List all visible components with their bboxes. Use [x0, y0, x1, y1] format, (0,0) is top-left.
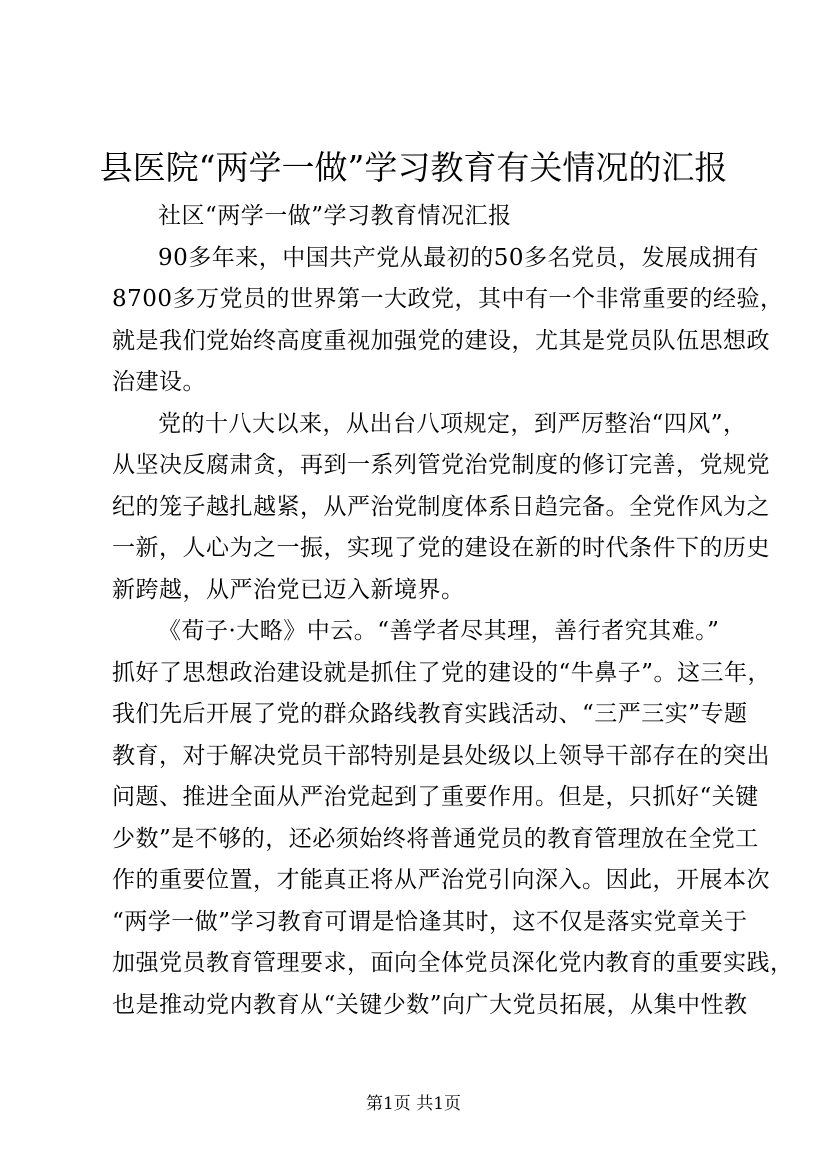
paragraph-line: 教育，对于解决党员干部特别是县处级以上领导干部存在的突出 — [112, 742, 770, 769]
paragraph-line: 纪的笼子越扎越紧，从严治党制度体系日趋完备。全党作风为之 — [112, 493, 770, 520]
paragraph-line: 一新，人心为之一振，实现了党的建设在新的时代条件下的历史 — [112, 535, 770, 561]
document-body — [112, 196, 794, 1026]
paragraph-line: 抓好了思想政治建设就是抓住了党的建设的“牛鼻子”。这三年， — [112, 659, 772, 686]
paragraph-line: 我们先后开展了党的群众路线教育实践活动、“三严三实”专题 — [112, 701, 748, 727]
paragraph-line: 《荀子·大略》中云。“善学者尽其理，善行者究其难。” — [158, 618, 720, 644]
paragraph-line: 新跨越，从严治党已迈入新境界。 — [112, 576, 465, 603]
paragraph-line: 8700多万党员的世界第一大政党，其中有一个非常重要的经验， — [112, 286, 784, 312]
document-title: 县医院“两学一做”学习教育有关情况的汇报 — [99, 148, 728, 187]
paragraph-line: 90多年来，中国共产党从最初的50多名党员，发展成拥有 — [158, 244, 760, 271]
paragraph-line: 加强党员教育管理要求，面向全体党员深化党内教育的重要实践， — [112, 950, 794, 976]
paragraph-line: 少数”是不够的，还必须始终将普通党员的教育管理放在全党工 — [112, 825, 759, 852]
page-footer: 第1页 共1页 — [365, 1094, 462, 1114]
paragraph-line: 治建设。 — [112, 369, 206, 395]
paragraph-line: 也是推动党内教育从“关键少数”向广大党员拓展，从集中性教 — [112, 991, 748, 1018]
paragraph-line: 问题、推进全面从严治党起到了重要作用。但是，只抓好“关键 — [112, 784, 759, 810]
paragraph-line: “两学一做”学习教育可谓是恰逢其时，这不仅是落实党章关于 — [112, 908, 748, 935]
document-subtitle: 社区“两学一做”学习教育情况汇报 — [158, 203, 512, 229]
paragraph-line: 党的十八大以来，从出台八项规定，到严厉整治“四风”， — [158, 410, 747, 437]
paragraph-line: 就是我们党始终高度重视加强党的建设，尤其是党员队伍思想政 — [112, 327, 770, 354]
paragraph-line: 作的重要位置，才能真正将从严治党引向深入。因此，开展本次 — [112, 867, 770, 893]
paragraph-line: 从坚决反腐肃贪，再到一系列管党治党制度的修订完善，党规党 — [112, 452, 770, 478]
